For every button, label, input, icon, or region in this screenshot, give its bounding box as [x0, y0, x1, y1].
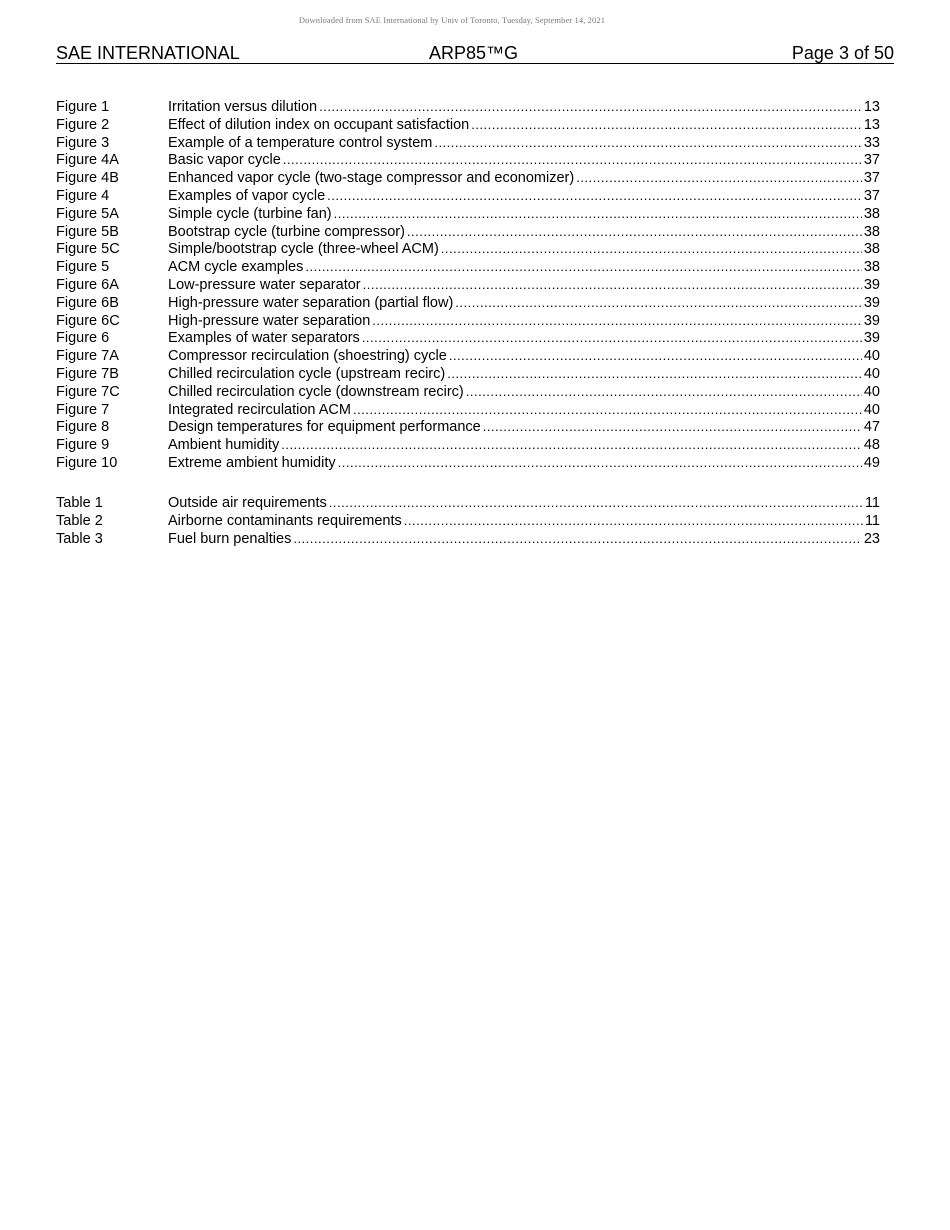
- toc-entry-page: 11: [864, 495, 880, 511]
- figure-entry[interactable]: [56, 151, 880, 169]
- header-page-number: Page 3 of 50: [791, 43, 894, 63]
- toc-entry-title: Outside air requirements: [168, 495, 327, 511]
- toc-entry-title-group: [168, 418, 862, 437]
- toc-entry-page: 48: [863, 437, 880, 454]
- toc-dot-leader: [434, 134, 862, 152]
- toc-entry-title-group: [168, 223, 862, 242]
- toc-dot-leader: [449, 347, 862, 365]
- table-entry[interactable]: [56, 512, 880, 530]
- toc-dot-leader: [363, 276, 862, 294]
- figure-entry[interactable]: [56, 329, 880, 347]
- toc-entry-title: Integrated recirculation ACM: [168, 401, 351, 418]
- toc-entry-label: Figure 7: [56, 401, 110, 418]
- toc-entry-label: Figure 3: [56, 134, 110, 151]
- toc-entry-page: 11: [864, 512, 880, 529]
- toc-dot-leader: [293, 530, 862, 548]
- toc-entry-page: 49: [863, 454, 880, 471]
- toc-dot-leader: [338, 454, 862, 472]
- figure-entry[interactable]: [56, 98, 880, 116]
- header-document-id: ARP85™G: [429, 43, 519, 63]
- toc-dot-leader: [334, 205, 862, 223]
- toc-entry-title-group: [168, 401, 862, 420]
- toc-dot-leader: [305, 258, 861, 276]
- figure-entry[interactable]: [56, 401, 880, 419]
- figure-entry[interactable]: [56, 294, 880, 312]
- toc-entry-title: Airborne contaminants requirements: [168, 512, 402, 529]
- toc-entry-page: 37: [863, 187, 880, 204]
- toc-entry-label: Figure 5B: [56, 223, 119, 240]
- toc-entry-title: Bootstrap cycle (turbine compressor): [168, 223, 405, 240]
- toc-dot-leader: [455, 294, 862, 312]
- toc-entry-title: Irritation versus dilution: [168, 99, 318, 115]
- toc-entry-page: 33: [863, 134, 880, 151]
- toc-entry-title: Chilled recirculation cycle (downstream recirc): [168, 383, 464, 400]
- toc-entry-title-group: [168, 151, 862, 170]
- toc-dot-leader: [471, 116, 862, 134]
- toc-entry-label: Figure 6B: [56, 294, 119, 311]
- toc-entry-label: Figure 4B: [56, 170, 119, 187]
- toc-entry-label: Table 3: [56, 530, 103, 547]
- toc-dot-leader: [327, 187, 862, 205]
- toc-entry-title-group: [168, 383, 862, 402]
- toc-entry-title: Chilled recirculation cycle (upstream recirc): [168, 365, 446, 382]
- toc-entry-page: 23: [863, 530, 880, 547]
- table-entry[interactable]: [56, 494, 880, 512]
- toc-entry-page: 38: [863, 241, 880, 258]
- toc-entry-page: 37: [863, 152, 880, 169]
- toc-dot-leader: [441, 240, 862, 258]
- figure-entry[interactable]: [56, 187, 880, 205]
- figure-entry[interactable]: [56, 365, 880, 383]
- toc-entry-title-group: [168, 365, 862, 384]
- toc-entry-title: ACM cycle examples: [168, 259, 304, 276]
- toc-entry-label: Figure 6A: [56, 276, 119, 293]
- toc-entry-page: 40: [863, 401, 880, 418]
- download-watermark: Downloaded from SAE International by Univ of Toronto, Tuesday, September 14, 2021: [298, 15, 606, 25]
- figure-entry[interactable]: [56, 312, 880, 330]
- toc-entry-title-group: [168, 205, 862, 224]
- toc-entry-title: Compressor recirculation (shoestring) cycle: [168, 348, 447, 365]
- toc-entry-label: Figure 7B: [56, 365, 119, 382]
- toc-entry-label: Figure 8: [56, 419, 110, 436]
- toc-entry-page: 13: [863, 116, 880, 133]
- figure-entry[interactable]: [56, 276, 880, 294]
- figure-entry[interactable]: [56, 418, 880, 436]
- toc-entry-title: Examples of water separators: [168, 330, 360, 347]
- toc-entry-label: Figure 1: [56, 99, 110, 115]
- figure-entry[interactable]: [56, 205, 880, 223]
- toc-dot-leader: [407, 223, 862, 241]
- figure-entry[interactable]: [56, 169, 880, 187]
- toc-entry-title-group: [168, 116, 862, 135]
- toc-entry-label: Figure 9: [56, 437, 110, 454]
- toc-entry-title-group: [168, 134, 862, 153]
- toc-entry-title-group: [168, 240, 862, 259]
- figure-entry[interactable]: [56, 383, 880, 401]
- toc-dot-leader: [447, 365, 862, 383]
- toc-entry-page: 39: [863, 312, 880, 329]
- toc-entry-title-group: [168, 329, 862, 348]
- toc-entry-page: 39: [863, 276, 880, 293]
- toc-dot-leader: [283, 151, 862, 169]
- toc-entry-title: Simple/bootstrap cycle (three-wheel ACM): [168, 241, 439, 258]
- toc-entry-title: Low-pressure water separator: [168, 276, 361, 293]
- toc-entry-title-group: [168, 98, 862, 117]
- toc-entry-title-group: [168, 512, 863, 531]
- toc-dot-leader: [576, 169, 862, 187]
- table-entry[interactable]: [56, 530, 880, 548]
- toc-entry-title-group: [168, 187, 862, 206]
- toc-dot-leader: [483, 418, 862, 436]
- toc-entry-title-group: [168, 294, 862, 313]
- toc-entry-title: Effect of dilution index on occupant satisfaction: [168, 116, 470, 133]
- figure-entry[interactable]: [56, 223, 880, 241]
- toc-entry-title: Ambient humidity: [168, 437, 280, 454]
- toc-dot-leader: [281, 436, 862, 454]
- toc-entry-page: 39: [863, 294, 880, 311]
- toc-dot-leader: [362, 329, 862, 347]
- toc-entry-page: 40: [863, 365, 880, 382]
- toc-entry-page: 38: [863, 223, 880, 240]
- toc-entry-title-group: [168, 258, 862, 277]
- list-of-figures: [56, 98, 880, 472]
- toc-dot-leader: [466, 383, 862, 401]
- toc-entry-page: 47: [863, 419, 880, 436]
- toc-entry-label: Table 1: [56, 495, 103, 511]
- toc-entry-label: Figure 7C: [56, 383, 120, 400]
- toc-dot-leader: [329, 494, 863, 512]
- figure-entry[interactable]: [56, 116, 880, 134]
- figure-entry[interactable]: [56, 347, 880, 365]
- list-of-tables: [56, 494, 880, 547]
- figure-entry[interactable]: [56, 454, 880, 472]
- toc-entry-title-group: [168, 347, 862, 366]
- toc-entry-label: Table 2: [56, 512, 103, 529]
- toc-entry-label: Figure 6: [56, 330, 110, 347]
- toc-entry-label: Figure 6C: [56, 312, 120, 329]
- toc-entry-title-group: [168, 436, 862, 455]
- toc-entry-page: 40: [863, 348, 880, 365]
- toc-entry-title: Simple cycle (turbine fan): [168, 205, 332, 222]
- toc-entry-title: Example of a temperature control system: [168, 134, 433, 151]
- figure-entry[interactable]: [56, 240, 880, 258]
- toc-entry-title: High-pressure water separation (partial flow): [168, 294, 454, 311]
- toc-entry-title-group: [168, 530, 862, 549]
- toc-entry-title: Basic vapor cycle: [168, 152, 281, 169]
- figure-entry[interactable]: [56, 134, 880, 152]
- toc-dot-leader: [372, 312, 862, 330]
- figure-entry[interactable]: [56, 436, 880, 454]
- figure-entry[interactable]: [56, 258, 880, 276]
- toc-entry-title-group: [168, 312, 862, 331]
- toc-entry-label: Figure 5A: [56, 205, 119, 222]
- toc-entry-label: Figure 7A: [56, 348, 119, 365]
- toc-entry-title-group: [168, 276, 862, 295]
- toc-dot-leader: [404, 512, 863, 530]
- toc-entry-title-group: [168, 169, 862, 188]
- page-header: [56, 43, 894, 64]
- toc-entry-page: 38: [863, 205, 880, 222]
- toc-entry-page: 13: [863, 99, 880, 115]
- toc-entry-title: Extreme ambient humidity: [168, 454, 336, 471]
- toc-entry-label: Figure 10: [56, 454, 118, 471]
- toc-entry-label: Figure 5C: [56, 241, 120, 258]
- toc-entry-page: 38: [863, 259, 880, 276]
- toc-entry-page: 40: [863, 383, 880, 400]
- header-publisher: SAE INTERNATIONAL: [56, 43, 240, 63]
- toc-dot-leader: [353, 401, 862, 419]
- toc-entry-label: Figure 5: [56, 259, 110, 276]
- toc-entry-label: Figure 4: [56, 187, 110, 204]
- toc-entry-title: Examples of vapor cycle: [168, 187, 326, 204]
- toc-entry-label: Figure 4A: [56, 152, 119, 169]
- toc-entry-page: 39: [863, 330, 880, 347]
- toc-entry-title: Fuel burn penalties: [168, 530, 292, 547]
- toc-dot-leader: [319, 98, 862, 116]
- toc-entry-title: High-pressure water separation: [168, 312, 371, 329]
- toc-entry-label: Figure 2: [56, 116, 110, 133]
- toc-entry-title-group: [168, 454, 862, 473]
- toc-entry-title: Enhanced vapor cycle (two-stage compressor and economizer): [168, 170, 575, 187]
- toc-entry-page: 37: [863, 170, 880, 187]
- toc-entry-title: Design temperatures for equipment performance: [168, 419, 481, 436]
- toc-entry-title-group: [168, 494, 863, 513]
